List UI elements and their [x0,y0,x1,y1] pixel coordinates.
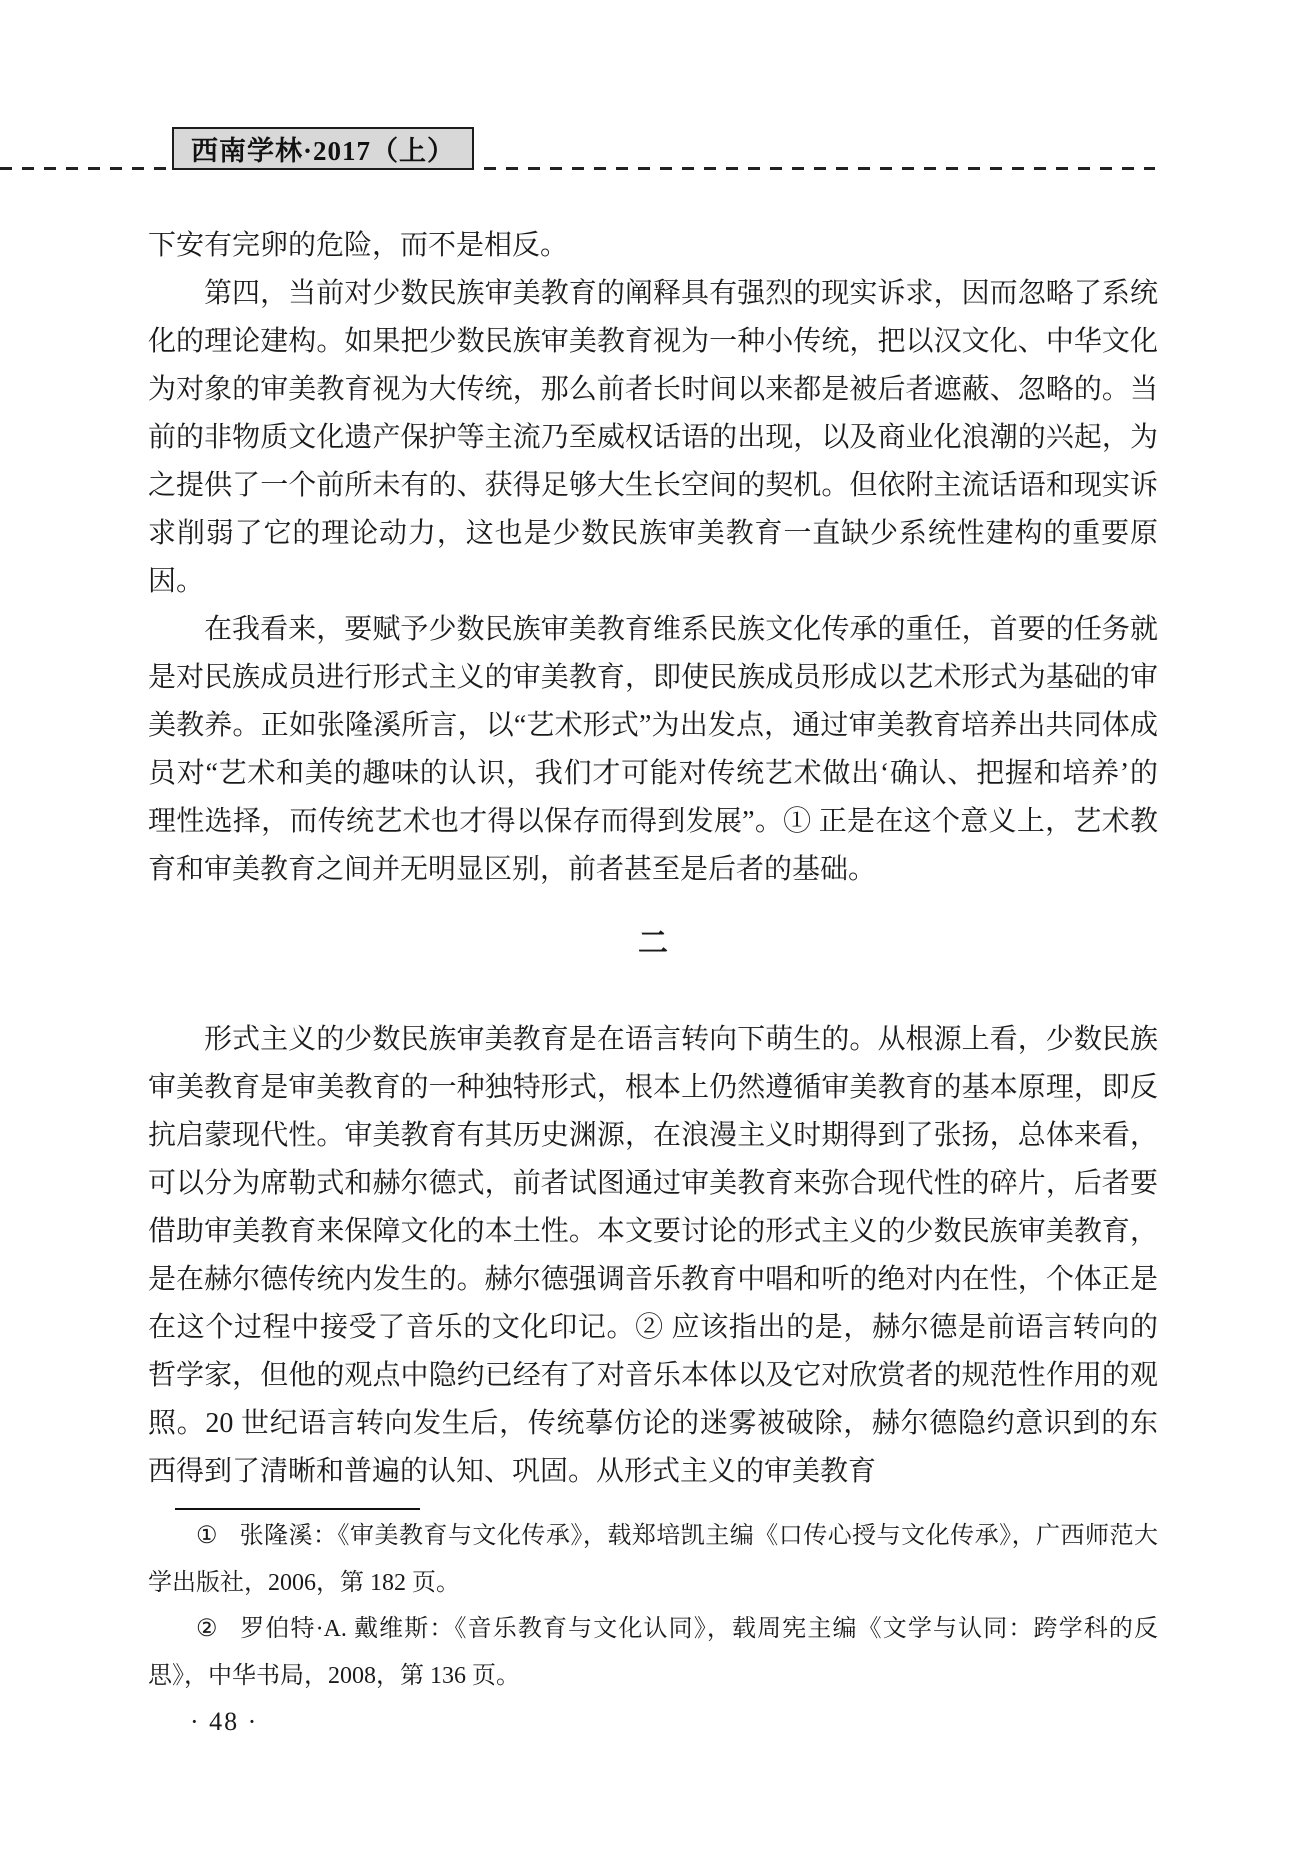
footnote-item [148,1513,1158,1606]
page-number: · 48 · [190,1707,259,1736]
footnote-item [148,1606,1158,1699]
journal-title: 西南学林·2017（上） [190,136,455,166]
section-heading: 二 [638,927,668,960]
body-text [148,222,1158,1496]
paragraph-continuation: 下安有完卵的危险，而不是相反。 [148,230,569,261]
footnote-marker: ② [196,1616,219,1642]
paragraph: 形式主义的少数民族审美教育是在语言转向下萌生的。从根源上看，少数民族审美教育是审美教育的一种独特形式，根本上仍然遵循审美教育的基本原理，即反抗启蒙现代性。审美教育有其历史渊源，在浪漫主义时期得到了张扬，总体来看，可以分为席勒式和赫尔德式，前者试图通过审美教育来弥合现代性的碎片，后者要借助审美教育来保障文化的本土性。本文要讨论的形式主义的少数民族审美教育，是在赫尔德传统内发生的。赫尔德强调音乐教育中唱和听的绝对内在性，个体正是在这个过程中接受了音乐的文化印记。② 应该指出的是，赫尔德是前语言转向的哲学家，但他的观点中隐约已经有了对音乐本体以及它对欣赏者的规范性作用的观照。20 世纪语言转向发生后，传统摹仿论的迷雾被破除，赫尔德隐约意识到的东西得到了清晰和普遍的认知、巩固。从形式主义的审美教育 [148,1024,1158,1487]
footnote-marker: ① [196,1523,218,1549]
paragraph: 在我看来，要赋予少数民族审美教育维系民族文化传承的重任，首要的任务就是对民族成员进行形式主义的审美教育，即使民族成员形成以艺术形式为基础的审美教养。正如张隆溪所言，以“艺术形式”为出发点，通过审美教育培养出共同体成员对“艺术和美的趣味的认识，我们才可能对传统艺术做出‘确认、把握和培养’的理性选择，而传统艺术也才得以保存而得到发展”。① 正是在这个意义上，艺术教育和审美教育之间并无明显区别，前者甚至是后者的基础。 [148,614,1158,885]
footnotes-block [148,1513,1158,1699]
paragraph: 第四，当前对少数民族审美教育的阐释具有强烈的现实诉求，因而忽略了系统化的理论建构。如果把少数民族审美教育视为一种小传统，把以汉文化、中华文化为对象的审美教育视为大传统，那么前者长时间以来都是被后者遮蔽、忽略的。当前的非物质文化遗产保护等主流乃至威权话语的出现，以及商业化浪潮的兴起，为之提供了一个前所未有的、获得足够大生长空间的契机。但依附主流话语和现实诉求削弱了它的理论动力，这也是少数民族审美教育一直缺少系统性建构的重要原因。 [148,278,1158,597]
footnote-text: 罗伯特·A. 戴维斯：《音乐教育与文化认同》，载周宪主编《文学与认同：跨学科的反思》，中华书局，2008，第 136 页。 [148,1616,1158,1689]
footnote-text: 张隆溪：《审美教育与文化传承》，载郑培凯主编《口传心授与文化传承》，广西师范大学出版社，2006，第 182 页。 [148,1523,1158,1596]
footnote-separator-rule [175,1508,420,1510]
journal-header-badge [172,127,474,170]
